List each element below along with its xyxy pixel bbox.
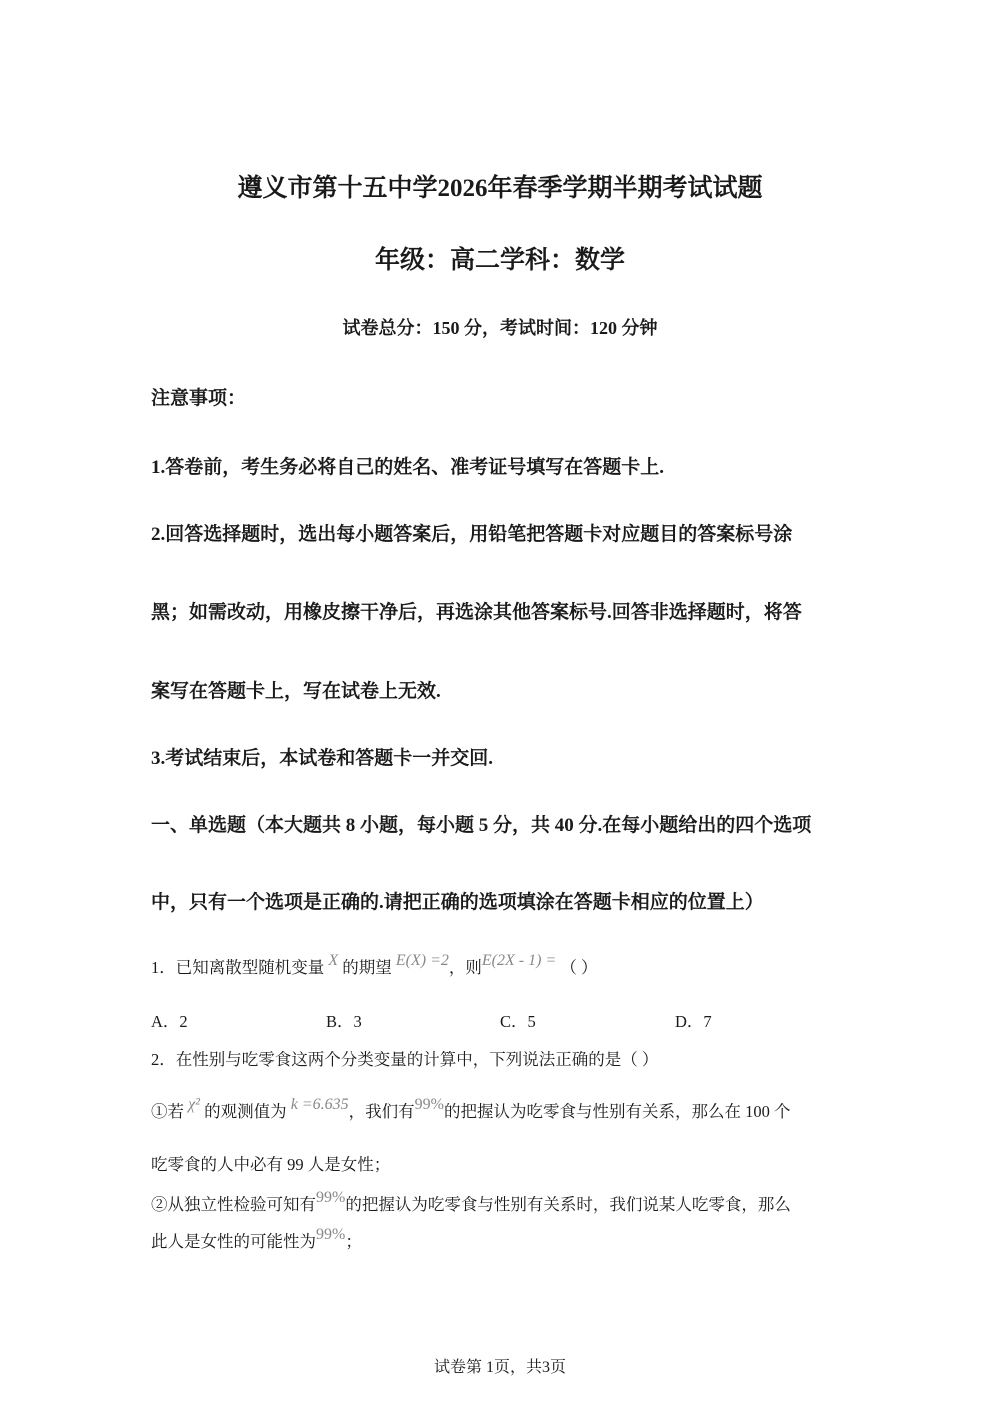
question-2-statement-2-line-2 xyxy=(151,1228,362,1252)
percentage-1: 99% xyxy=(414,1096,444,1113)
statement-2-line-2-prefix: 此人是女性的可能性为 xyxy=(151,1232,316,1251)
notice-item-1: 1.答卷前，考生务必将自己的姓名、准考证号填写在答题卡上. xyxy=(151,457,665,478)
option-d: D．7 xyxy=(675,1012,712,1031)
question-2-statement-2 xyxy=(151,1191,791,1215)
statement-1-mid2: ，我们有 xyxy=(348,1102,415,1121)
statement-2-prefix: ②从独立性检验可知有 xyxy=(151,1195,316,1214)
option-b: B．3 xyxy=(326,1012,362,1031)
question-1-expectation: E(X) =2 xyxy=(395,952,449,969)
question-2-stem: 2．在性别与吃零食这两个分类变量的计算中，下列说法正确的是（ ） xyxy=(151,1050,659,1069)
statement-2-rest: 的把握认为吃零食与性别有关系时，我们说某人吃零食，那么 xyxy=(345,1195,791,1214)
notice-item-3: 3.考试结束后，本试卷和答题卡一并交回. xyxy=(151,748,494,769)
percentage-3: 99% xyxy=(316,1226,346,1243)
question-1 xyxy=(151,954,597,978)
notice-item-2-line-1: 2.回答选择题时，选出每小题答案后，用铅笔把答题卡对应题目的答案标号涂 xyxy=(151,524,793,545)
question-1-mid2: ，则 xyxy=(448,958,482,977)
question-2-statement-1 xyxy=(151,1098,790,1122)
question-1-prefix: 1．已知离散型随机变量 xyxy=(151,958,325,977)
statement-1-prefix: ①若 xyxy=(151,1102,184,1121)
exam-info: 试卷总分：150 分，考试时间：120 分钟 xyxy=(342,318,658,338)
statement-1-rest: 的把握认为吃零食与性别有关系，那么在 100 个 xyxy=(443,1102,791,1121)
question-1-mid: 的期望 xyxy=(342,958,392,977)
notice-heading: 注意事项： xyxy=(151,388,247,409)
notice-item-2-line-2: 黑；如需改动，用橡皮擦干净后，再选涂其他答案标号.回答非选择题时，将答 xyxy=(151,602,802,623)
section-heading-line-2: 中，只有一个选项是正确的.请把正确的选项填涂在答题卡相应的位置上） xyxy=(151,892,764,913)
question-1-blank: （ ） xyxy=(560,958,598,977)
percentage-2: 99% xyxy=(316,1189,346,1206)
exam-subtitle: 年级：高二学科：数学 xyxy=(374,247,625,274)
question-1-variable: X xyxy=(328,952,339,969)
statement-2-line-2-suffix: ； xyxy=(345,1232,362,1251)
question-1-expression: E(2X - 1) = xyxy=(481,952,557,969)
chi-square-symbol: χ² xyxy=(188,1096,200,1113)
page-footer: 试卷第 1页，共3页 xyxy=(433,1359,566,1376)
exam-title: 遵义市第十五中学2026年春季学期半期考试试题 xyxy=(237,175,763,202)
statement-1-mid: 的观测值为 xyxy=(204,1102,287,1121)
notice-item-2-line-3: 案写在答题卡上，写在试卷上无效. xyxy=(151,681,441,702)
option-a: A．2 xyxy=(151,1012,188,1031)
section-heading-line-1: 一、单选题（本大题共 8 小题，每小题 5 分，共 40 分.在每小题给出的四个选项 xyxy=(151,815,812,836)
option-c: C．5 xyxy=(500,1012,536,1031)
k-value: k =6.635 xyxy=(290,1096,349,1113)
question-2-statement-1-line-2: 吃零食的人中必有 99 人是女性； xyxy=(151,1155,391,1174)
